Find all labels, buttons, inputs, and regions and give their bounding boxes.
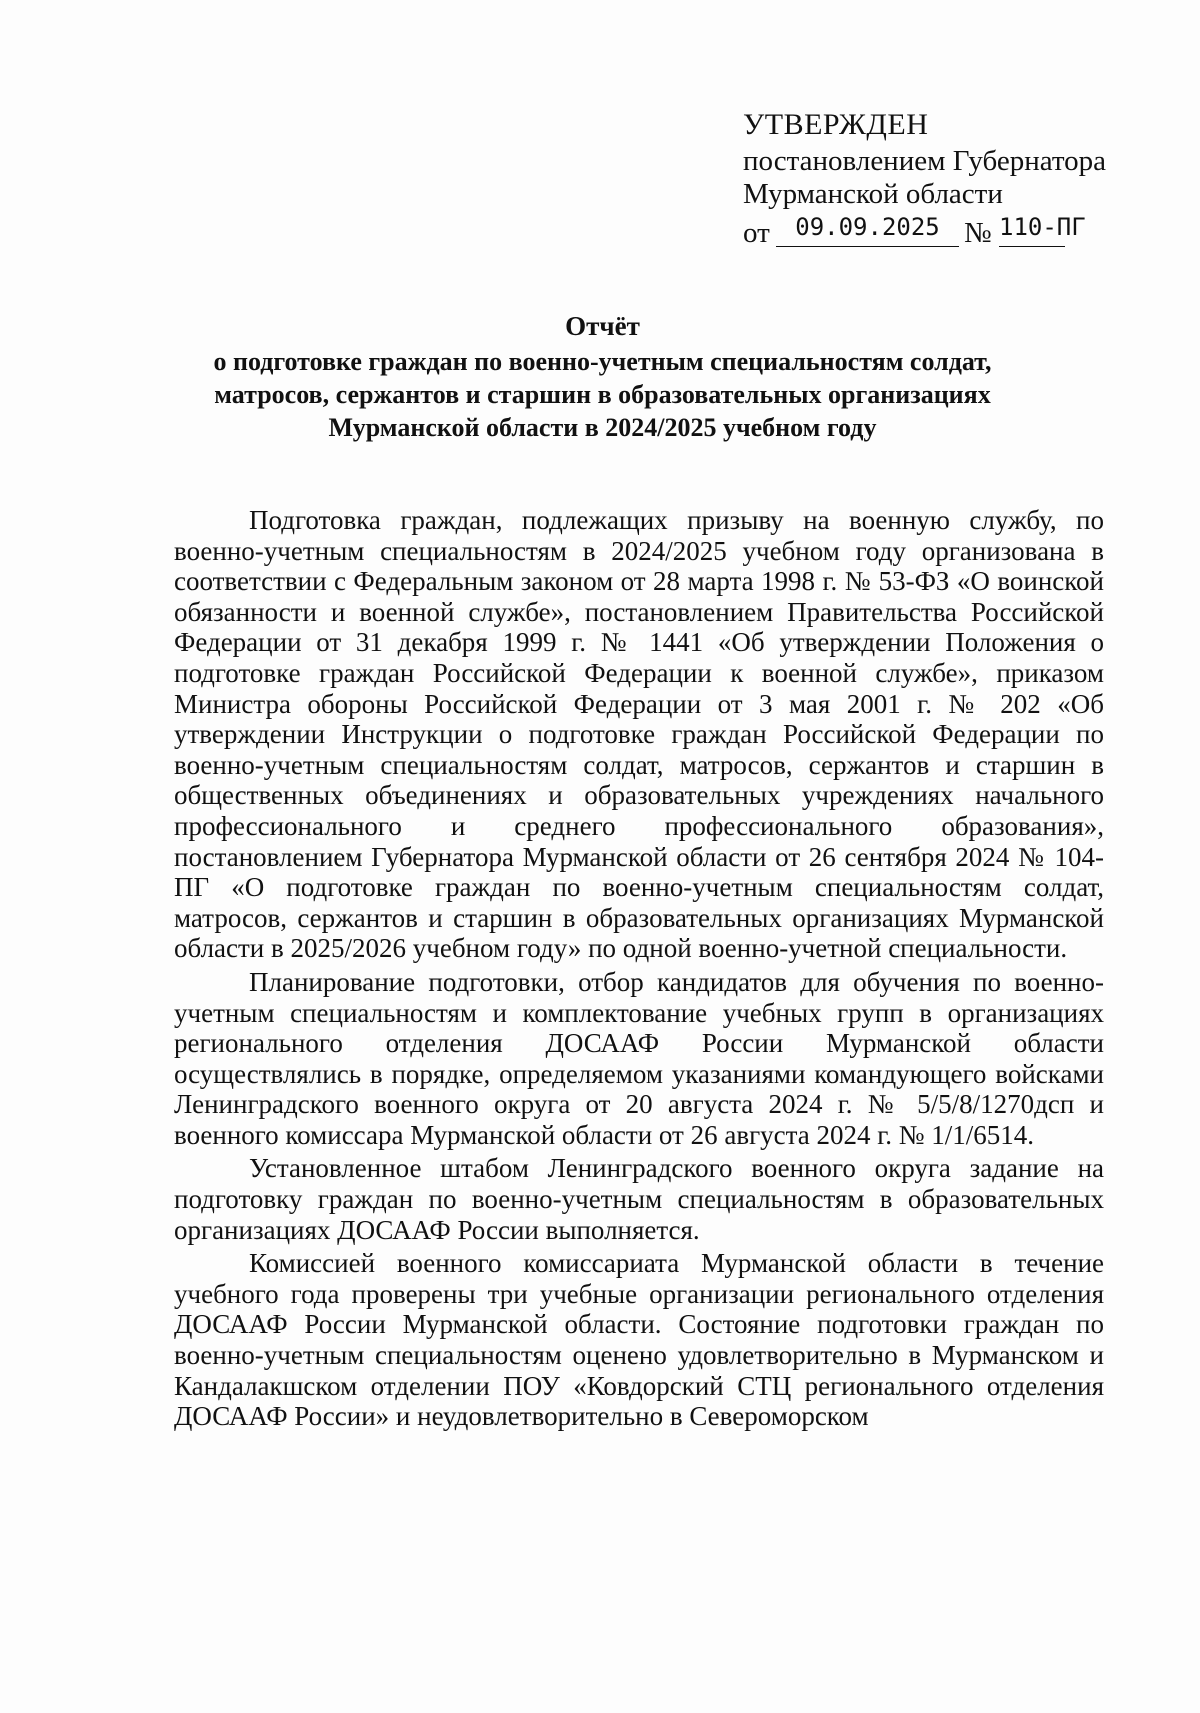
body-paragraph: Планирование подготовки, отбор кандидатов для обучения по военно-учетным специальностям и комплектование учебных групп в организациях регионального отделения ДОСААФ России Мурманской области осуществлялись в порядке, определяемом указаниями командующего войсками Ленинградского военного округа от 20 августа 2024 г. № 5/5/8/1270дсп и военного комиссара Мурманской области от 26 августа 2024 г. № 1/1/6514.: [174, 966, 1104, 1150]
approval-number: 110-ПГ: [999, 211, 1065, 247]
body-paragraph: Установленное штабом Ленинградского военного округа задание на подготовку граждан по военно-учетным специальностям в образовательных организациях ДОСААФ России выполняется.: [174, 1153, 1104, 1245]
document-title: [150, 310, 1055, 444]
approval-date: 09.09.2025: [776, 211, 959, 247]
title-subtitle-line: Мурманской области в 2024/2025 учебном году: [328, 413, 877, 442]
title-subtitle-line: о подготовке граждан по военно-учетным специальностям солдат,: [213, 347, 992, 376]
title-subtitle-line: матросов, сержантов и старшин в образовательных организациях: [214, 380, 991, 409]
approval-heading: УТВЕРЖДЕН: [743, 108, 929, 141]
approval-line-1: постановлением Губернатора: [743, 145, 1107, 177]
date-prefix: от: [743, 217, 770, 249]
document-body: [174, 505, 1104, 1435]
body-paragraph: Комиссией военного комиссариата Мурманской области в течение учебного года проверены три учебные организации регионального отделения ДОСААФ России Мурманской области. Состояние подготовки граждан по военно-учетным специальностям оценено удовлетворительно в Мурманском и Кандалакшском отделении ПОУ «Ковдорский СТЦ регионального отделения ДОСААФ России» и неудовлетворительно в Североморском: [174, 1248, 1104, 1432]
approval-stamp-block: [743, 108, 1143, 251]
approval-date-row: [743, 211, 1143, 251]
number-sign: №: [964, 217, 992, 249]
title-main: Отчёт: [565, 311, 640, 341]
approval-line-2: Мурманской области: [743, 178, 1003, 210]
body-paragraph: Подготовка граждан, подлежащих призыву на военную службу, по военно-учетным специальностям в 2024/2025 учебном году организована в соответствии с Федеральным законом от 28 марта 1998 г. № 53-ФЗ «О воинской обязанности и военной службе», постановлением Правительства Российской Федерации от 31 декабря 1999 г. № 1441 «Об утверждении Положения о подготовке граждан Российской Федерации к военной службе», приказом Министра обороны Российской Федерации от 3 мая 2001 г. № 202 «Об утверждении Инструкции о подготовке граждан Российской Федерации по военно-учетным специальностям солдат, матросов, сержантов и старшин в общественных объединениях и образовательных учреждениях начального профессионального и среднего профессионального образования», постановлением Губернатора Мурманской области от 26 сентября 2024 № 104-ПГ «О подготовке граждан по военно-учетным специальностям солдат, матросов, сержантов и старшин в образовательных организациях Мурманской области в 2025/2026 учебном году» по одной военно-учетной специальности.: [174, 505, 1104, 964]
